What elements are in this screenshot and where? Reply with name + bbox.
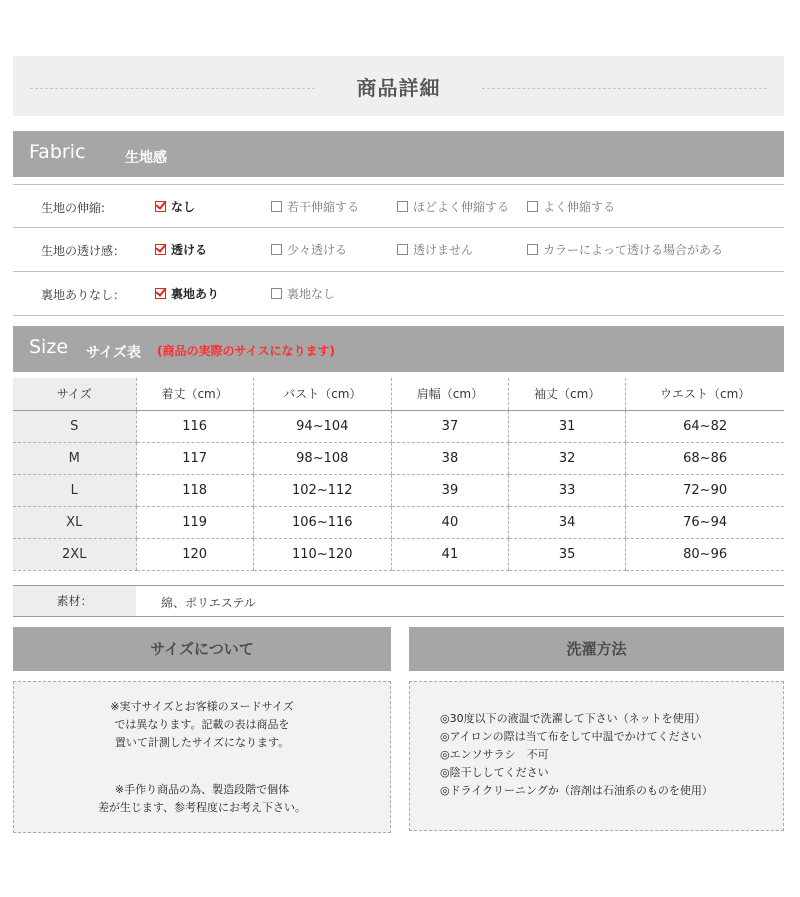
table-cell: 119 — [136, 506, 253, 538]
title-band — [13, 56, 784, 116]
column-header: 着丈（cm） — [136, 378, 253, 410]
fabric-row-label: 生地の透け感： — [41, 244, 126, 258]
option-label: よく伸縮する — [543, 200, 616, 214]
option-label: なし — [171, 200, 196, 214]
about-size-line: では異なります。記載の表は商品を — [114, 718, 290, 731]
about-size-line: ※手作り商品の為、製造段階で個体 — [114, 783, 290, 796]
checkbox-icon — [271, 201, 282, 212]
table-row — [13, 506, 784, 538]
about-size-line: 置いて計測したサイズになります。 — [114, 736, 290, 749]
table-row — [13, 474, 784, 506]
size-heading-jp: サイズ表 — [86, 345, 141, 361]
table-cell: 72~90 — [626, 474, 784, 506]
fabric-row-lining — [13, 272, 784, 316]
about-size-line: 差が生じます、参考程度にお考え下さい。 — [97, 801, 307, 814]
title-divider-right — [482, 88, 767, 89]
about-size-box — [13, 681, 391, 833]
washing-header: 洗濯方法 — [409, 627, 784, 671]
size-cell: 2XL — [13, 538, 136, 570]
table-cell: 40 — [391, 506, 508, 538]
column-header: ウエスト（cm） — [626, 378, 784, 410]
checked-checkbox-icon — [155, 201, 166, 212]
size-table — [13, 378, 784, 571]
fabric-heading-en: Fabric — [29, 141, 86, 163]
option-label: 少々透ける — [287, 243, 348, 257]
checkbox-icon — [397, 244, 408, 255]
table-cell: 117 — [136, 442, 253, 474]
about-size-line: ※実寸サイズとお客様のヌードサイズ — [110, 700, 294, 713]
size-cell: M — [13, 442, 136, 474]
washing-item: ◎エンソサラシ 不可 — [440, 748, 549, 761]
table-cell: 118 — [136, 474, 253, 506]
size-heading-note: (商品の実際のサイスになります) — [157, 344, 336, 358]
option-label: カラーによって透ける場合がある — [543, 243, 724, 257]
column-header: バスト（cm） — [253, 378, 391, 410]
fabric-row-sheer — [13, 228, 784, 272]
column-header: 肩幅（cm） — [391, 378, 508, 410]
table-cell: 98~108 — [253, 442, 391, 474]
option-label: 透ける — [171, 243, 208, 257]
option-slightly-sheer — [271, 241, 347, 258]
size-cell: XL — [13, 506, 136, 538]
table-cell: 102~112 — [253, 474, 391, 506]
table-cell: 76~94 — [626, 506, 784, 538]
checkbox-icon — [527, 201, 538, 212]
fabric-heading-jp: 生地感 — [125, 150, 167, 166]
option-slight-stretch — [271, 198, 359, 215]
table-cell: 34 — [509, 506, 626, 538]
material-label: 素材： — [13, 586, 136, 616]
table-cell: 39 — [391, 474, 508, 506]
table-cell: 116 — [136, 410, 253, 442]
option-sheer — [155, 241, 207, 258]
washing-item: ◎アイロンの際は当て布をして中温でかけてください — [440, 730, 702, 743]
material-row — [13, 585, 784, 617]
option-color-dependent-sheer — [527, 241, 723, 258]
column-header: 袖丈（cm） — [509, 378, 626, 410]
checked-checkbox-icon — [155, 288, 166, 299]
option-label: 裏地あり — [171, 287, 220, 301]
table-cell: 37 — [391, 410, 508, 442]
fabric-row-label: 生地の伸縮: — [41, 201, 106, 215]
fabric-section-header — [13, 131, 784, 177]
option-moderate-stretch — [397, 198, 509, 215]
washing-list — [440, 710, 713, 800]
option-no-stretch — [155, 198, 195, 215]
checkbox-icon — [527, 244, 538, 255]
table-cell: 120 — [136, 538, 253, 570]
table-row — [13, 410, 784, 442]
option-label: 透けません — [413, 243, 474, 257]
fabric-row-stretch — [13, 184, 784, 228]
washing-item: ◎ドライクリーニングか（溶剤は石油系のものを使用） — [440, 784, 713, 797]
checkbox-icon — [271, 244, 282, 255]
option-lined — [155, 285, 219, 302]
table-cell: 41 — [391, 538, 508, 570]
table-row — [13, 442, 784, 474]
option-unlined — [271, 285, 335, 302]
size-cell: S — [13, 410, 136, 442]
option-label: ほどよく伸縮する — [413, 200, 510, 214]
washing-item: ◎30度以下の液温で洗濯して下さい（ネットを使用） — [440, 712, 706, 725]
about-size-header: サイズについて — [13, 627, 391, 671]
option-not-sheer — [397, 241, 473, 258]
material-value: 綿、ポリエステル — [161, 596, 256, 610]
table-header-row — [13, 378, 784, 410]
table-row — [13, 538, 784, 570]
washing-item: ◎陰干ししてください — [440, 766, 549, 779]
table-cell: 106~116 — [253, 506, 391, 538]
fabric-row-label: 裏地ありなし： — [41, 288, 126, 302]
table-cell: 110~120 — [253, 538, 391, 570]
table-cell: 35 — [509, 538, 626, 570]
option-label: 若干伸縮する — [287, 200, 360, 214]
checkbox-icon — [271, 288, 282, 299]
checked-checkbox-icon — [155, 244, 166, 255]
table-cell: 32 — [509, 442, 626, 474]
table-cell: 64~82 — [626, 410, 784, 442]
table-cell: 31 — [509, 410, 626, 442]
table-cell: 68~86 — [626, 442, 784, 474]
table-cell: 94~104 — [253, 410, 391, 442]
table-cell: 33 — [509, 474, 626, 506]
option-high-stretch — [527, 198, 615, 215]
option-label: 裏地なし — [287, 287, 336, 301]
column-header: サイズ — [13, 378, 136, 410]
size-section-header — [13, 326, 784, 372]
table-cell: 38 — [391, 442, 508, 474]
size-heading-en: Size — [29, 336, 69, 358]
checkbox-icon — [397, 201, 408, 212]
table-cell: 80~96 — [626, 538, 784, 570]
page-title: 商品詳細 — [356, 76, 441, 100]
size-cell: L — [13, 474, 136, 506]
washing-box — [409, 681, 784, 831]
